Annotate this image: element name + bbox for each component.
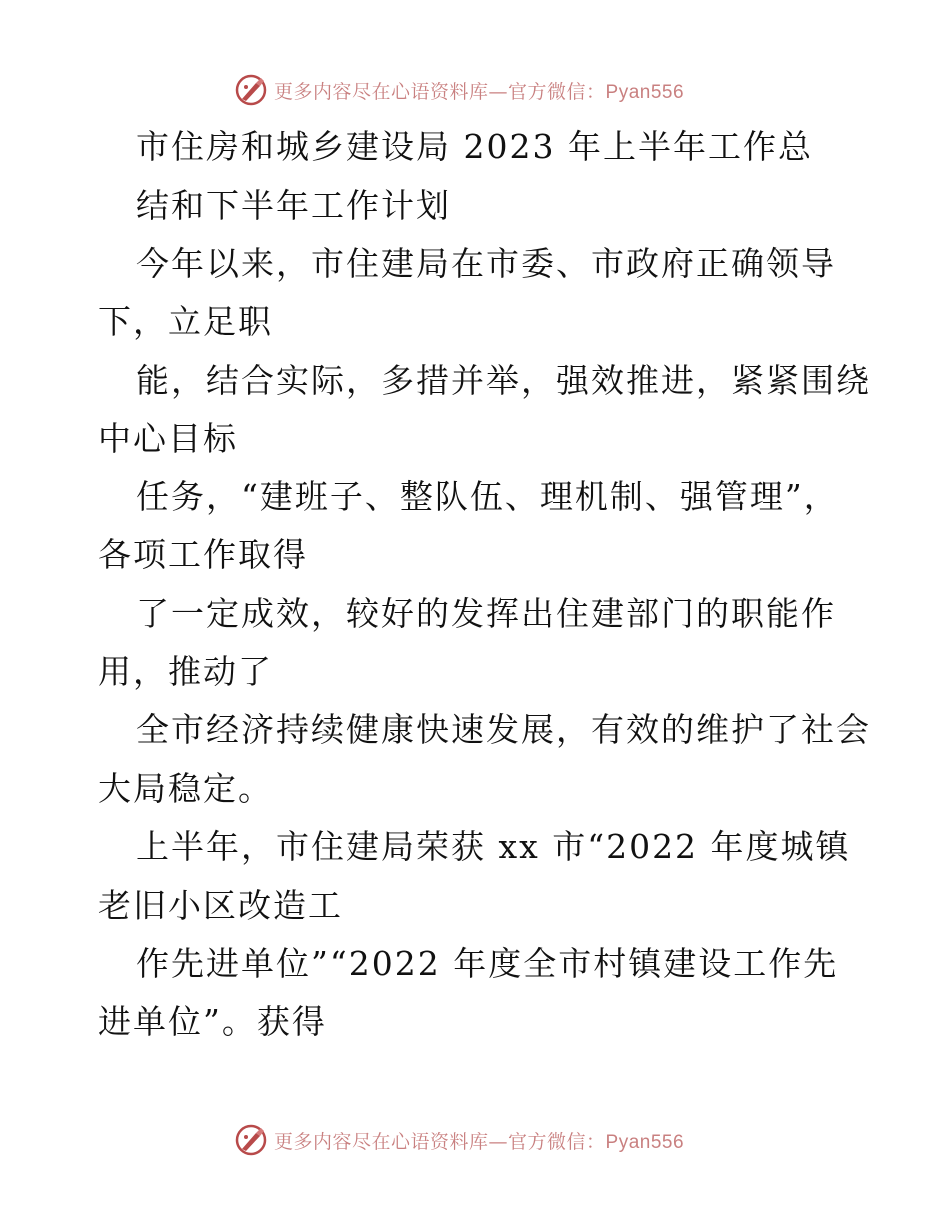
paragraph-line: 全市经济持续健康快速发展，有效的维护了社会 — [136, 710, 871, 749]
watermark-text — [274, 77, 684, 104]
paragraph-line: 老旧小区改造工 — [98, 886, 343, 925]
paragraph-line: 用，推动了 — [98, 652, 273, 691]
paragraph-line: 上半年，市住建局荣获 xx 市“2022 年度城镇 — [136, 827, 851, 866]
paragraph-line: 任务，“建班子、整队伍、理机制、强管理”， — [136, 477, 839, 516]
paragraph-line: 下，立足职 — [98, 302, 273, 341]
paragraph-line: 作先进单位”“2022 年度全市村镇建设工作先 — [136, 944, 839, 983]
watermark-wechat-id: Pyan556 — [605, 1131, 685, 1153]
header-watermark — [234, 72, 684, 108]
paragraph-line: 各项工作取得 — [98, 535, 308, 574]
paragraph-line: 中心目标 — [98, 419, 238, 458]
watermark-main: 更多内容尽在心语资料库—官方微信： — [274, 1130, 606, 1153]
paragraph-line: 进单位”。获得 — [98, 1002, 327, 1041]
title-line-1: 市住房和城乡建设局 2023 年上半年工作总 — [136, 127, 813, 166]
watermark-main: 更多内容尽在心语资料库—官方微信： — [274, 80, 606, 103]
paragraph-line: 今年以来，市住建局在市委、市政府正确领导 — [136, 244, 836, 283]
paragraph-line: 大局稳定。 — [98, 769, 273, 808]
watermark-text — [274, 1127, 684, 1154]
pen-logo-icon — [234, 1123, 268, 1157]
pen-logo-icon — [234, 73, 268, 107]
title-line-2: 结和下半年工作计划 — [136, 186, 451, 225]
paragraph-line: 能，结合实际，多措并举，强效推进，紧紧围绕 — [136, 361, 871, 400]
footer-watermark — [234, 1122, 684, 1158]
watermark-wechat-id: Pyan556 — [605, 81, 685, 103]
paragraph-line: 了一定成效，较好的发挥出住建部门的职能作 — [136, 594, 836, 633]
